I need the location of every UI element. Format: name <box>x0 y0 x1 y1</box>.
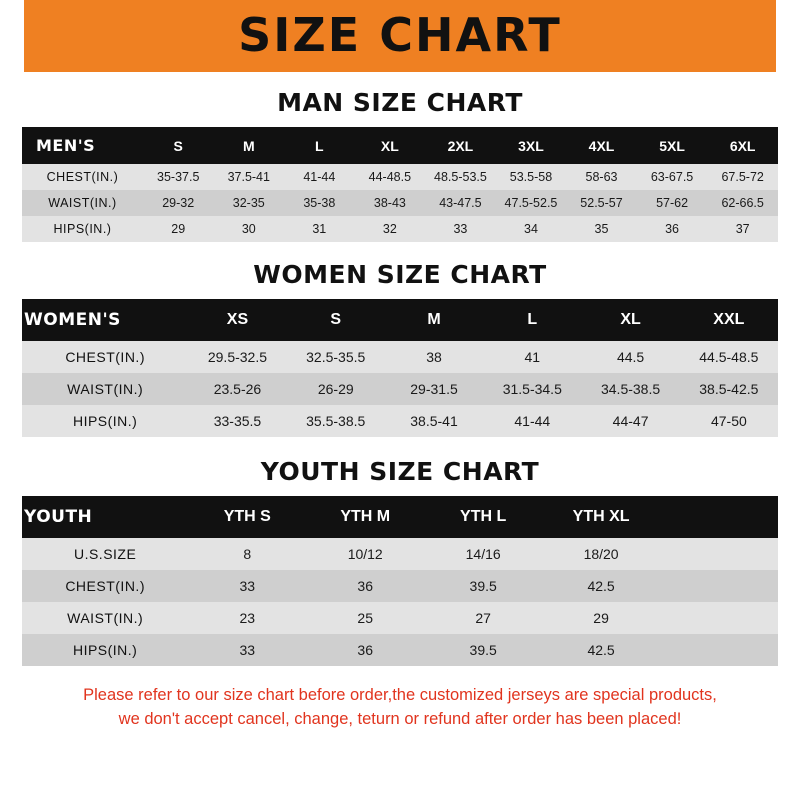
man-r1c7: 57-62 <box>656 196 689 210</box>
women-r2c2: 38.5-41 <box>410 413 458 429</box>
table-row <box>22 341 778 373</box>
man-r2c8: 37 <box>735 222 750 236</box>
man-r1c3: 38-43 <box>373 196 406 210</box>
youth-table-body <box>22 538 778 666</box>
man-r2c6: 35 <box>594 222 609 236</box>
man-table-head <box>22 127 778 164</box>
man-r1c4: 43-47.5 <box>439 196 482 210</box>
youth-table-head <box>22 496 778 538</box>
women-r0c2: 38 <box>426 349 442 365</box>
youth-r0c0: 8 <box>243 546 252 562</box>
man-col-1: M <box>242 137 255 154</box>
youth-col-2: YTH L <box>460 508 507 525</box>
youth-r0c4 <box>660 538 778 570</box>
youth-col-3: YTH XL <box>572 508 630 525</box>
table-row <box>22 405 778 437</box>
women-col-4: XL <box>620 311 641 328</box>
women-r2c5: 47-50 <box>710 413 747 429</box>
man-r0c1: 37.5-41 <box>227 170 270 184</box>
man-col-2: L <box>315 137 324 154</box>
man-r1c6: 52.5-57 <box>580 196 623 210</box>
man-r0c4: 48.5-53.5 <box>434 170 487 184</box>
youth-r1c1: 36 <box>357 578 373 594</box>
women-r2c0: 33-35.5 <box>213 413 262 429</box>
man-r2c0: 29 <box>171 222 186 236</box>
man-r2c1: 30 <box>241 222 256 236</box>
youth-r2c3: 29 <box>593 610 609 626</box>
content <box>0 88 800 732</box>
women-r1c1: 26-29 <box>317 381 354 397</box>
women-r0c4: 44.5 <box>616 349 645 365</box>
man-r0c3: 44-48.5 <box>368 170 412 184</box>
table-row <box>22 634 778 666</box>
man-r0c5: 53.5-58 <box>509 170 553 184</box>
youth-header-label: YOUTH <box>24 507 93 527</box>
man-col-6: 4XL <box>588 137 615 154</box>
table-row <box>22 538 778 570</box>
women-r2c3: 41-44 <box>514 413 551 429</box>
women-row-1-label: WAIST(IN.) <box>67 381 144 397</box>
man-r2c2: 31 <box>312 222 327 236</box>
youth-r0c1: 10/12 <box>347 546 383 562</box>
man-size-table <box>22 127 778 242</box>
man-col-7: 5XL <box>659 137 685 154</box>
women-r0c1: 32.5-35.5 <box>306 349 366 365</box>
man-r0c8: 67.5-72 <box>721 170 764 184</box>
women-table-body <box>22 341 778 437</box>
youth-r0c2: 14/16 <box>465 546 501 562</box>
page-title: SIZE CHART <box>238 8 562 62</box>
youth-r3c3: 42.5 <box>587 642 615 658</box>
youth-r2c0: 23 <box>239 610 256 626</box>
women-r0c3: 41 <box>524 349 541 365</box>
youth-row-0-label: U.S.SIZE <box>73 546 137 562</box>
man-r1c0: 29-32 <box>162 196 195 210</box>
youth-row-1-label: CHEST(IN.) <box>65 578 145 594</box>
youth-r2c2: 27 <box>475 610 491 626</box>
man-r0c2: 41-44 <box>303 170 336 184</box>
women-col-3: L <box>527 311 538 328</box>
table-header-row <box>22 496 778 538</box>
women-r0c0: 29.5-32.5 <box>207 349 268 365</box>
header-band <box>0 0 800 72</box>
youth-row-3-label: HIPS(IN.) <box>72 642 138 658</box>
man-col-4: 2XL <box>447 137 474 154</box>
man-header-label: MEN'S <box>36 136 96 155</box>
women-header-label: WOMEN'S <box>24 310 121 330</box>
man-r0c0: 35-37.5 <box>157 170 200 184</box>
youth-r3c0: 33 <box>239 642 256 658</box>
youth-r1c2: 39.5 <box>469 578 497 594</box>
table-row <box>22 602 778 634</box>
women-col-2: M <box>427 311 441 328</box>
man-section-title: MAN SIZE CHART <box>277 88 523 117</box>
man-r2c3: 32 <box>382 222 397 236</box>
band-notch-left <box>0 0 24 72</box>
man-r0c7: 63-67.5 <box>650 170 694 184</box>
table-row <box>22 190 778 216</box>
man-row-0-label: CHEST(IN.) <box>46 170 119 184</box>
man-row-1-label: WAIST(IN.) <box>48 196 117 210</box>
man-col-0: S <box>173 137 183 154</box>
table-row <box>22 216 778 242</box>
women-table-head <box>22 299 778 341</box>
women-r1c2: 29-31.5 <box>410 381 458 397</box>
youth-col-0: YTH S <box>223 508 271 525</box>
youth-col-4 <box>660 496 778 538</box>
man-col-3: XL <box>380 137 399 154</box>
man-r2c5: 34 <box>524 222 538 236</box>
man-row-2-label: HIPS(IN.) <box>53 222 112 236</box>
man-r1c1: 32-35 <box>232 196 265 210</box>
man-r1c8: 62-66.5 <box>721 196 764 210</box>
man-col-5: 3XL <box>518 137 544 154</box>
women-r1c5: 38.5-42.5 <box>699 381 759 397</box>
women-r2c1: 35.5-38.5 <box>306 413 366 429</box>
note-line-2: we don't accept cancel, change, teturn or refund after order has been placed! <box>118 709 682 728</box>
band-notch-right <box>776 0 800 72</box>
order-policy-note <box>22 684 778 732</box>
youth-r2c4 <box>660 602 778 634</box>
note-line-1: Please refer to our size chart before order,the customized jerseys are special products, <box>83 686 717 704</box>
women-size-table <box>22 299 778 437</box>
man-col-8: 6XL <box>729 137 756 154</box>
youth-r3c4 <box>660 634 778 666</box>
table-row <box>22 570 778 602</box>
women-row-0-label: CHEST(IN.) <box>65 349 145 365</box>
youth-r0c3: 18/20 <box>583 546 619 562</box>
women-r1c4: 34.5-38.5 <box>600 381 661 397</box>
man-r1c5: 47.5-52.5 <box>504 196 558 210</box>
table-header-row <box>22 299 778 341</box>
table-header-row <box>22 127 778 164</box>
man-table-body <box>22 164 778 242</box>
table-row <box>22 164 778 190</box>
women-r1c3: 31.5-34.5 <box>502 381 562 397</box>
women-row-2-label: HIPS(IN.) <box>72 413 138 429</box>
man-r2c7: 36 <box>665 222 679 236</box>
youth-r1c4 <box>660 570 778 602</box>
table-row <box>22 373 778 405</box>
youth-r1c3: 42.5 <box>587 578 615 594</box>
youth-size-table <box>22 496 778 666</box>
man-r0c6: 58-63 <box>585 170 618 184</box>
women-section-title: WOMEN SIZE CHART <box>253 260 547 289</box>
youth-row-2-label: WAIST(IN.) <box>67 610 144 626</box>
women-col-0: XS <box>226 311 249 328</box>
women-r2c4: 44-47 <box>612 413 649 429</box>
man-r1c2: 35-38 <box>303 196 336 210</box>
youth-r2c1: 25 <box>357 610 373 626</box>
women-col-1: S <box>330 311 342 328</box>
man-r2c4: 33 <box>453 222 468 236</box>
women-r1c0: 23.5-26 <box>213 381 262 397</box>
youth-col-1: YTH M <box>340 508 391 525</box>
youth-r3c1: 36 <box>357 642 373 658</box>
women-col-5: XXL <box>713 311 745 328</box>
youth-section-title: YOUTH SIZE CHART <box>260 457 540 486</box>
youth-r1c0: 33 <box>239 578 256 594</box>
youth-r3c2: 39.5 <box>469 642 497 658</box>
women-r0c5: 44.5-48.5 <box>699 349 759 365</box>
